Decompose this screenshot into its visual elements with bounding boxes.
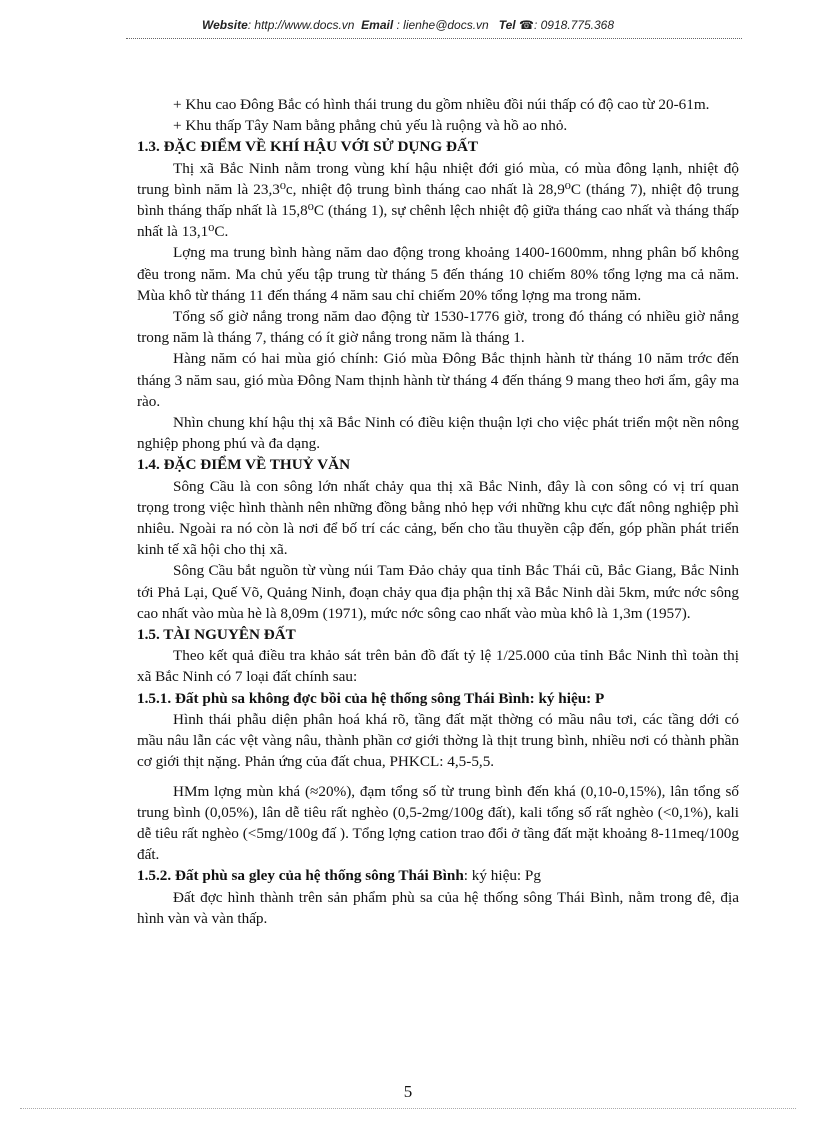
- paragraph: Sông Cầu là con sông lớn nhất chảy qua thị xã Bắc Ninh, đây là con sông có vị trí quan trọng trong việc hình thành nên những đồng bằng nhỏ hẹp với những khu cực đất nông nghiệp phì nhiêu. Ngoài ra nó còn là nơi để bố trí các cảng, bến cho tầu thuyền cập đến, góp phần phát triển kinh tế xã hội cho thị xã.: [137, 477, 739, 559]
- page-header: [0, 18, 816, 32]
- email-label: Email: [361, 18, 394, 32]
- paragraph: Đất đợc hình thành trên sản phẩm phù sa của hệ thống sông Thái Bình, nằm trong đê, địa hình vàn và vàn thấp.: [137, 888, 739, 927]
- subsection-heading-1-5-2-symbol: : ký hiệu: Pg: [463, 867, 541, 885]
- subsection-heading-1-5-2: [137, 865, 739, 886]
- tel-value: : 0918.775.368: [533, 18, 615, 32]
- telephone-icon: ☎: [519, 18, 534, 32]
- email-value: : lienhe@docs.vn: [396, 18, 489, 32]
- paragraph: Hàng năm có hai mùa gió chính: Gió mùa Đông Bắc thịnh hành từ tháng 10 năm trớc đến tháng 3 năm sau, gió mùa Đông Nam thịnh hành từ tháng 4 đến tháng 9 mang theo hơi ẩm, gây ma rào.: [137, 350, 739, 410]
- subsection-heading-1-5-2-title: 1.5.2. Đất phù sa gley của hệ thống sông Thái Bình: [137, 867, 464, 885]
- section-heading-1-3: 1.3. ĐẶC ĐIỂM VỀ KHÍ HẬU VỚI SỬ DỤNG ĐẤT: [137, 138, 479, 156]
- paragraph: Tổng số giờ nắng trong năm dao động từ 1530-1776 giờ, trong đó tháng có nhiều giờ nắng trong năm là tháng 7, tháng có ít giờ nắng trong năm là tháng 1.: [137, 308, 739, 347]
- document-body: [137, 94, 739, 929]
- paragraph: Lợng ma trung bình hàng năm dao động trong khoảng 1400-1600mm, nhng phân bố không đều trong năm. Ma chủ yếu tập trung từ tháng 5 đến tháng 10 chiếm 80% tổng lợng ma cả năm. Mùa khô từ tháng 11 đến tháng 4 năm sau chỉ chiếm 20% tổng lợng ma trong năm.: [137, 244, 739, 304]
- paragraph: Nhìn chung khí hậu thị xã Bắc Ninh có điều kiện thuận lợi cho việc phát triển một nền nông nghiệp phong phú và đa dạng.: [137, 414, 739, 453]
- paragraph: + Khu thấp Tây Nam bằng phẳng chủ yếu là ruộng và hồ ao nhỏ.: [173, 117, 568, 135]
- subsection-heading-1-5-1: 1.5.1. Đất phù sa không đợc bồi của hệ thống sông Thái Bình: ký hiệu: P: [137, 689, 605, 707]
- section-heading-1-4: 1.4. ĐẶC ĐIỂM VỀ THUỶ VĂN: [137, 456, 351, 474]
- footer-divider: [20, 1108, 796, 1109]
- header-divider: [126, 38, 742, 39]
- paragraph: + Khu cao Đông Bắc có hình thái trung du gồm nhiều đồi núi thấp có độ cao từ 20-61m.: [173, 96, 710, 113]
- paragraph: Theo kết quả điều tra khảo sát trên bản đồ đất tỷ lệ 1/25.000 của tỉnh Bắc Ninh thì toàn thị xã Bắc Ninh có 7 loại đất chính sau:: [137, 647, 739, 686]
- tel-label: Tel: [498, 18, 516, 32]
- paragraph: Sông Cầu bắt nguồn từ vùng núi Tam Đảo chảy qua tỉnh Bắc Thái cũ, Bắc Giang, Bắc Ninh tới Phả Lại, Quế Võ, Quảng Ninh, đoạn chảy qua địa phận thị xã Bắc Ninh dài 5km, mức nớc sông cao nhất vào mùa hè là 8,09m (1971), mức nớc sông cao nhất vào mùa khô là 1,3m (1957).: [137, 562, 739, 622]
- paragraph: Thị xã Bắc Ninh nằm trong vùng khí hậu nhiệt đới gió mùa, có mùa đông lạnh, nhiệt độ trung bình năm là 23,3⁰c, nhiệt độ trung bình tháng cao nhất là 28,9⁰C (tháng 7), nhiệt độ trung bình tháng thấp nhất là 15,8⁰C (tháng 1), sự chênh lệch nhiệt độ giữa tháng cao nhất và tháng thấp nhất là 13,1⁰C.: [137, 159, 739, 241]
- website-label: Website: [201, 18, 248, 32]
- paragraph: Hình thái phẫu diện phân hoá khá rõ, tầng đất mặt thờng có mầu nâu tơi, các tầng dới có mầu nâu lẫn các vệt vàng nâu, thành phần cơ giới thờng là thịt trung bình, nhiều nơi có thành phần cơ giới thịt nặng. Phản ứng của đất chua, PHKCL: 4,5-5,5.: [137, 710, 739, 771]
- page-number: 5: [403, 1082, 413, 1101]
- section-heading-1-5: 1.5. TÀI NGUYÊN ĐẤT: [137, 626, 296, 644]
- website-value: : http://www.docs.vn: [247, 18, 355, 32]
- paragraph: HMm lợng mùn khá (≈20%), đạm tổng số từ trung bình đến khá (0,10-0,15%), lân tổng số trung bình (0,05%), lân dễ tiêu rất nghèo (0,5-2mg/100g đất), kali tổng số rất nghèo (<0,1%), kali dễ tiêu rất nghèo (<5mg/100g đấ ). Tổng lợng cation trao đổi ở tầng đất mặt khoảng 8-11meq/100g đất.: [137, 782, 739, 864]
